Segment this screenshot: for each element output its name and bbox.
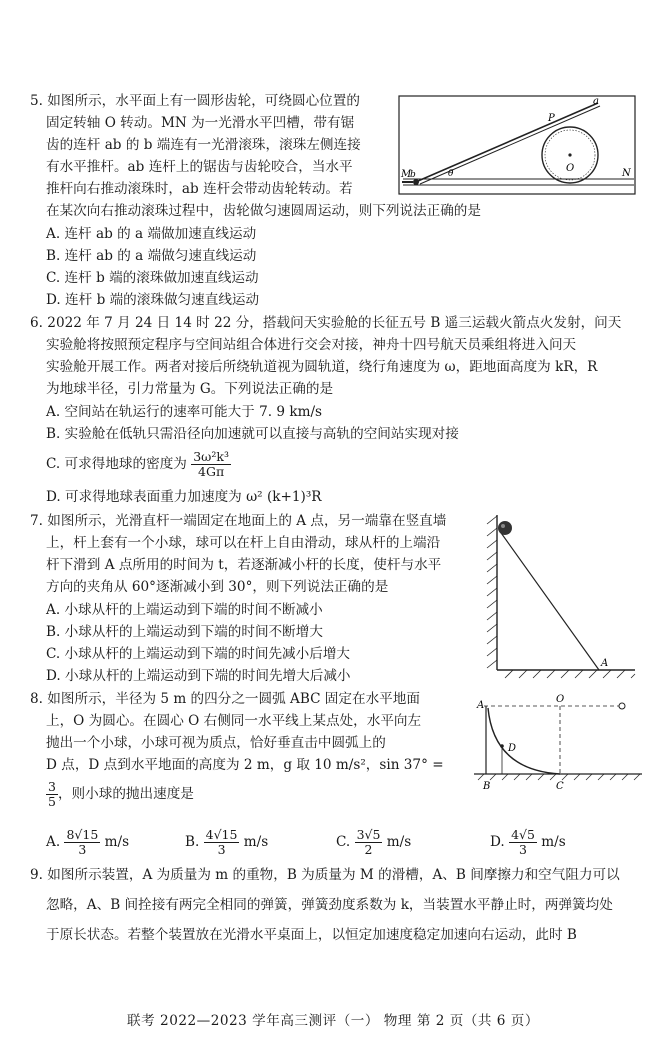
q7-option-b: B. 小球从杆的上端运动到下端的时间不断增大	[46, 624, 323, 640]
q8-option-b	[185, 828, 268, 857]
q8-arc-figure	[474, 692, 644, 792]
q8-option-d-den: 3	[519, 842, 527, 857]
q5-line-1: 5. 如图所示，水平面上有一圆形齿轮，可绕圆心位置的	[30, 93, 360, 109]
q7-option-a: A. 小球从杆的上端运动到下端的时间不断减小	[46, 602, 323, 618]
q8-sin-denominator: 5	[48, 794, 56, 809]
q8-label-c: C	[556, 781, 564, 792]
q5-line-5: 推杆向右推动滚珠时，ab 连杆会带动齿轮转动。若	[46, 181, 353, 197]
q8-option-a-unit: m/s	[104, 834, 130, 850]
q7-line-4: 方向的夹角从 60°逐渐减小到 30°，则下列说法正确的是	[46, 579, 389, 595]
q8-option-a-den: 3	[78, 842, 87, 857]
q5-label-n: N	[622, 168, 631, 179]
q8-option-c-num: 3√5	[356, 827, 381, 842]
q8-option-b-num: 4√15	[205, 827, 238, 842]
q8-line-5-tail: ，则小球的抛出速度是	[57, 786, 194, 802]
q8-label-b: B	[483, 781, 491, 792]
q5-gear-figure	[398, 95, 636, 195]
q6-line-4: 为地球半径，引力常量为 G。下列说法正确的是	[46, 381, 334, 397]
q5-line-6: 在某次向右推动滚珠过程中，齿轮做匀速圆周运动，则下列说法正确的是	[46, 203, 481, 219]
q5-label-b: b	[410, 170, 416, 180]
q5-line-2: 固定转轴 O 转动。MN 为一光滑水平凹槽，带有锯	[46, 115, 355, 131]
q8-option-b-fraction	[204, 828, 240, 857]
q8-option-c-unit: m/s	[386, 834, 412, 850]
q8-line-5	[46, 780, 194, 809]
q5-label-o: O	[566, 163, 575, 174]
q6-option-c-denominator: 4Gπ	[198, 464, 225, 479]
q6-line-1: 6. 2022 年 7 月 24 日 14 时 22 分，搭载问天实验舱的长征五号 B 遥三运载火箭点火发射，问天	[30, 315, 622, 331]
q5-label-p: P	[548, 113, 555, 124]
q5-line-3: 齿的连杆 ab 的 b 端连有一光滑滚珠，滚珠左侧连接	[46, 137, 361, 153]
q8-option-a-fraction	[64, 828, 100, 857]
q6-option-d: D. 可求得地球表面重力加速度为 ω² (k+1)³R	[46, 489, 322, 505]
q5-option-d: D. 连杆 b 端的滚珠做匀速直线运动	[46, 292, 260, 308]
q5-option-b: B. 连杆 ab 的 a 端做匀速直线运动	[46, 248, 257, 264]
q5-option-a: A. 连杆 ab 的 a 端做加速直线运动	[46, 226, 257, 242]
q8-option-d	[490, 828, 566, 857]
q8-option-b-unit: m/s	[243, 834, 269, 850]
q8-line-3: 抛出一个小球，小球可视为质点，恰好垂直击中圆弧上的	[46, 735, 386, 751]
q8-option-b-den: 3	[217, 842, 226, 857]
q7-option-d: D. 小球从杆的上端运动到下端的时间先增大后减小	[46, 668, 351, 684]
q6-line-2: 实验舱将按照预定程序与空间站组合体进行交会对接，神舟十四号航天员乘组将进入问天	[46, 337, 577, 353]
q8-sin-numerator: 3	[48, 779, 56, 794]
q6-line-3: 实验舱开展工作。两者对接后所绕轨道视为圆轨道，绕行角速度为 ω，距地面高度为 kR，R	[46, 359, 598, 375]
q9-line-2: 忽略，A、B 间拴接有两完全相同的弹簧，弹簧劲度系数为 k，当装置水平静止时，两弹簧均处	[46, 897, 613, 913]
q7-option-c: C. 小球从杆的上端运动到下端的时间先减小后增大	[46, 646, 351, 662]
q6-option-c-numerator: 3ω²k³	[193, 449, 229, 464]
q8-line-1: 8. 如图所示，半径为 5 m 的四分之一圆弧 ABC 固定在水平地面	[30, 691, 420, 707]
page-footer: 联考 2022—2023 学年高三测评（一） 物理 第 2 页（共 6 页）	[127, 1013, 539, 1029]
q6-option-a: A. 空间站在轨运行的速率可能大于 7. 9 km/s	[46, 404, 323, 420]
q5-label-theta: θ	[448, 169, 454, 179]
q8-option-b-label: B.	[185, 834, 200, 850]
q6-option-c-prefix: C. 可求得地球的密度为	[46, 456, 187, 472]
q5-line-4: 有水平推杆。ab 连杆上的锯齿与齿轮咬合，当水平	[46, 159, 353, 175]
q9-line-1: 9. 如图所示装置，A 为质量为 m 的重物，B 为质量为 M 的滑槽，A、B 间摩擦力和空气阻力可以	[30, 867, 620, 883]
q8-label-d: D	[508, 743, 517, 754]
q6-option-c	[46, 450, 231, 479]
q8-option-c	[336, 828, 411, 857]
q7-rod-figure	[475, 510, 640, 680]
q7-line-3: 杆下滑到 A 点所用的时间为 t，若逐渐减小杆的长度，使杆与水平	[46, 557, 442, 573]
q8-sin-fraction	[46, 780, 58, 809]
q7-line-2: 上，杆上套有一个小球，球可以在杆上自由滑动，球从杆的上端沿	[46, 535, 441, 551]
q8-option-d-fraction	[509, 828, 537, 857]
q8-line-2: 上，O 为圆心。在圆心 O 右侧同一水平线上某点处，水平向左	[46, 713, 422, 729]
q8-label-o: O	[556, 694, 565, 705]
q6-option-c-fraction	[191, 450, 231, 479]
q8-option-d-label: D.	[490, 834, 505, 850]
q7-label-a: A	[601, 658, 609, 669]
q8-option-c-den: 2	[364, 842, 373, 857]
q8-option-c-fraction	[355, 828, 383, 857]
q8-line-4: D 点，D 点到水平地面的高度为 2 m，g 取 10 m/s²，sin 37° =	[46, 757, 444, 773]
q5-label-a: a	[593, 96, 599, 107]
q8-option-a-num: 8√15	[66, 827, 99, 842]
q5-label-m: M	[401, 169, 412, 180]
q8-option-a-label: A.	[46, 834, 61, 850]
q9-line-3: 于原长状态。若整个装置放在光滑水平桌面上，以恒定加速度稳定加速向右运动，此时 B	[46, 927, 577, 943]
q5-option-c: C. 连杆 b 端的滚珠做加速直线运动	[46, 270, 259, 286]
q8-label-a: A	[477, 700, 485, 711]
q7-line-1: 7. 如图所示，光滑直杆一端固定在地面上的 A 点，另一端靠在竖直墙	[30, 513, 447, 529]
q8-option-c-label: C.	[336, 834, 351, 850]
q8-option-d-unit: m/s	[541, 834, 566, 850]
q6-option-b: B. 实验舱在低轨只需沿径向加速就可以直接与高轨的空间站实现对接	[46, 426, 459, 442]
q8-option-a	[46, 828, 129, 857]
q8-option-d-num: 4√5	[511, 827, 535, 842]
